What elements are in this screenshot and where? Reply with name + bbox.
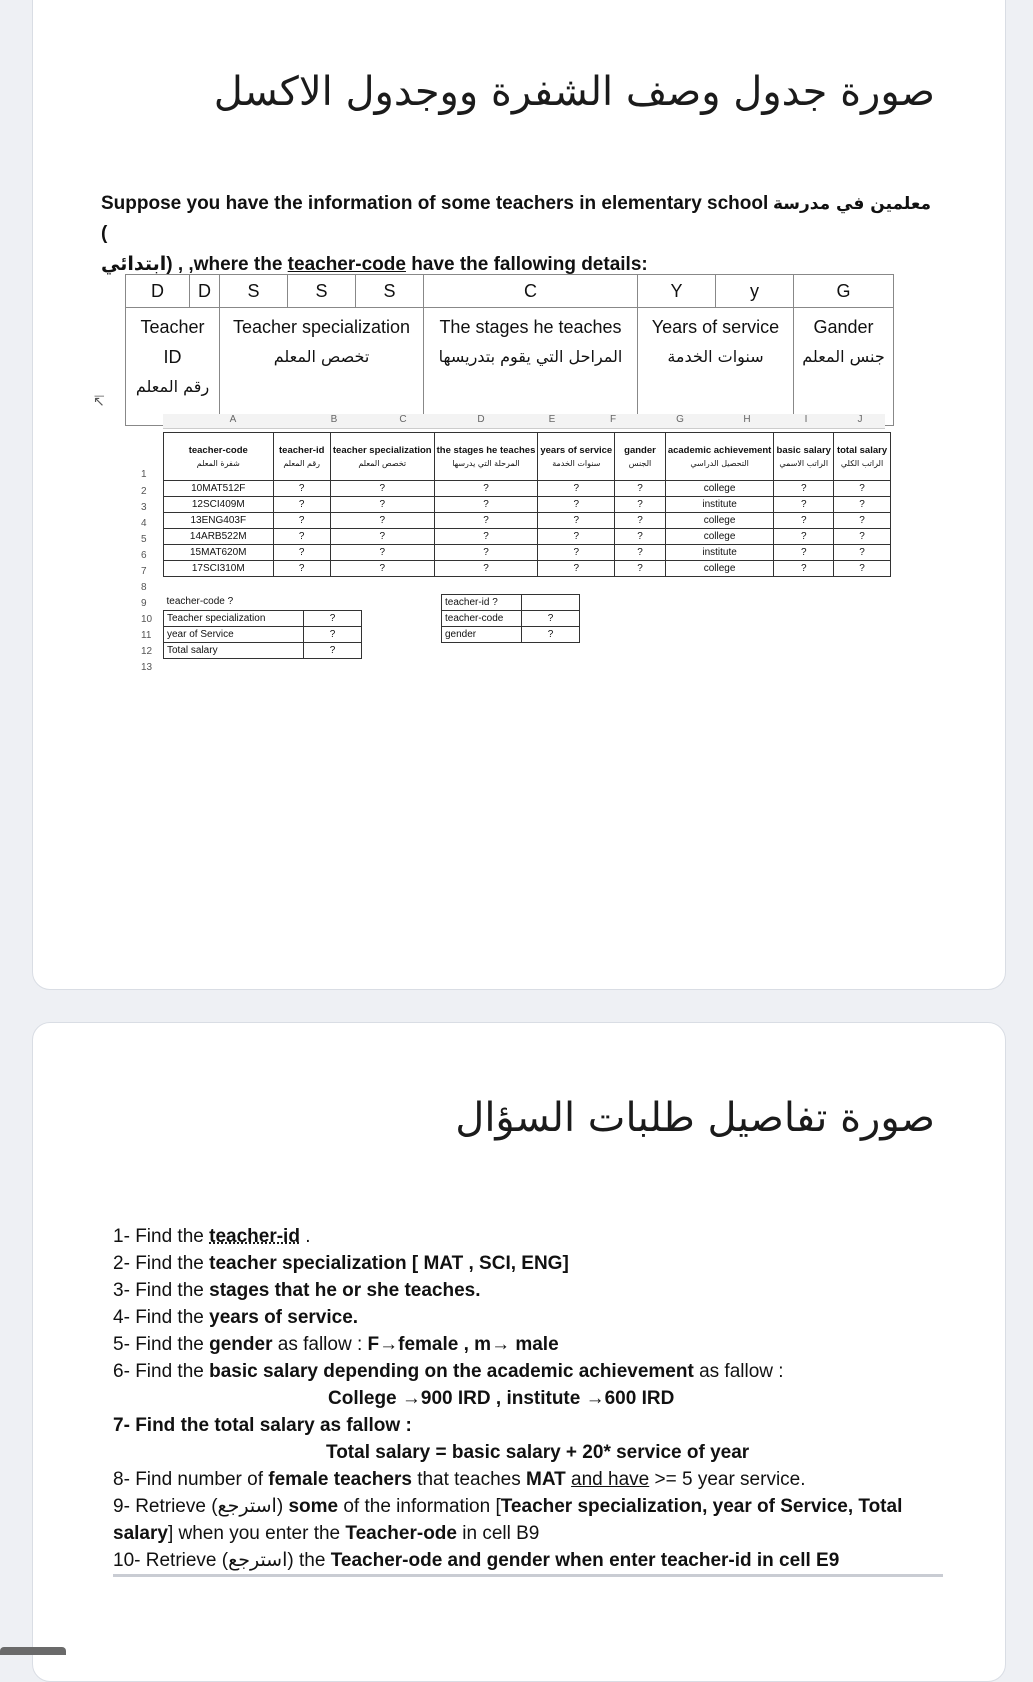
- question-8: 8- Find number of female teachers that teaches MAT and have >= 5 year service.: [113, 1469, 806, 1490]
- row-header: 7: [141, 566, 147, 577]
- intro-text: [101, 189, 931, 280]
- code-letter: S: [220, 275, 288, 308]
- table-row: 14ARB522M ? ? ? ? ? college ? ?: [164, 529, 891, 545]
- question-10: 10- Retrieve (استرجع) the Teacher-ode and gender when enter teacher-id in cell E9: [113, 1549, 840, 1571]
- row-header: 9: [141, 598, 147, 609]
- code-label: Teacher ID رقم المعلم: [126, 308, 220, 426]
- question-6: 6- Find the basic salary depending on the academic achievement as fallow :: [113, 1361, 784, 1382]
- code-letter: Y: [638, 275, 716, 308]
- row-header: 4: [141, 518, 147, 529]
- row-header: 13: [141, 662, 153, 673]
- lookup-right-table: teacher-id ? teacher-code ? gender ?: [441, 594, 580, 643]
- code-label: Teacher specialization تخصص المعلم: [220, 308, 424, 426]
- code-label: Gander جنس المعلم: [794, 308, 894, 426]
- col-header: D: [441, 414, 521, 429]
- col-header: H: [717, 414, 777, 429]
- code-description-table: [125, 274, 894, 426]
- divider: [113, 1574, 943, 1577]
- letters-row: [126, 275, 894, 308]
- row-header: 6: [141, 550, 147, 561]
- col-header: F: [583, 414, 643, 429]
- question-5: 5- Find the gender as fallow : F→female , m→ male: [113, 1334, 559, 1355]
- row-header: 3: [141, 502, 147, 513]
- col-header: J: [835, 414, 885, 429]
- table-row: 13ENG403F ? ? ? ? ? college ? ?: [164, 513, 891, 529]
- row-header: 2: [141, 486, 147, 497]
- table-row: 12SCI409M ? ? ? ? ? institute ? ?: [164, 497, 891, 513]
- lookup-left-table: teacher-code ? Teacher specialization ? year of Service ? Total salary ?: [163, 594, 362, 659]
- col-header: B: [303, 414, 365, 429]
- card-title: صورة جدول وصف الشفرة ووجدول الاكسل: [213, 69, 935, 115]
- col-header: G: [643, 414, 717, 429]
- questions-list: [113, 1223, 943, 1574]
- code-letter: S: [288, 275, 356, 308]
- card-title: صورة تفاصيل طلبات السؤال: [455, 1095, 935, 1141]
- teacher-data-table: [163, 432, 891, 577]
- table-row: 10MAT512F ? ? ? ? ? college ? ?: [164, 481, 891, 497]
- intro-line1: Suppose you have the information of some teachers in elementary school (: [101, 193, 769, 244]
- code-label: Years of service سنوات الخدمة: [638, 308, 794, 426]
- row-header: 10: [141, 614, 153, 625]
- col-header: A: [163, 414, 303, 429]
- code-letter: D: [190, 275, 220, 308]
- row-header: 12: [141, 646, 153, 657]
- code-letter: C: [424, 275, 638, 308]
- code-letter: y: [716, 275, 794, 308]
- intro-code: teacher-code: [287, 254, 406, 275]
- intro-line2: ) , ,where the: [166, 254, 288, 275]
- row-header: 8: [141, 582, 147, 593]
- question-3: 3- Find the stages that he or she teaches.: [113, 1280, 481, 1301]
- col-header: E: [521, 414, 583, 429]
- description-card: [32, 0, 1006, 990]
- table-row: 15MAT620M ? ? ? ? ? institute ? ?: [164, 545, 891, 561]
- question-2: 2- Find the teacher specialization [ MAT , SCI, ENG]: [113, 1253, 569, 1274]
- col-header: I: [777, 414, 835, 429]
- excel-sheet: [111, 414, 891, 684]
- code-letter: S: [356, 275, 424, 308]
- col-header: C: [365, 414, 441, 429]
- intro-arabic-2: ابتدائي: [101, 253, 167, 275]
- question-7: 7- Find the total salary as fallow :: [113, 1415, 412, 1436]
- pencil-mark-icon: ↸: [93, 393, 105, 409]
- scroll-handle[interactable]: [0, 1647, 66, 1655]
- question-1: 1- Find the teacher-id .: [113, 1226, 311, 1247]
- question-6-rule: College →900 IRD , institute →600 IRD: [328, 1388, 675, 1409]
- question-7-rule: Total salary = basic salary + 20* service of year: [326, 1442, 750, 1463]
- table-row: 17SCI310M ? ? ? ? ? college ? ?: [164, 561, 891, 577]
- code-letter: D: [126, 275, 190, 308]
- labels-row: [126, 308, 894, 426]
- questions-card: [32, 1022, 1006, 1682]
- code-label: The stages he teaches المراحل التي يقوم بتدريسها: [424, 308, 638, 426]
- row-header: 11: [141, 630, 152, 641]
- code-letter: G: [794, 275, 894, 308]
- intro-line2-post: have the fallowing details:: [405, 254, 648, 275]
- intro-arabic: معلمين في مدرسة: [772, 194, 931, 214]
- table-header-row: teacher-code شفرة المعلم teacher-id رقم المعلم teacher specialization تخصص المعلم the stages he teaches المرحلة التي يدرسها years of service سنوات الخدمة gander الجنس academic achievement التحصيل الدراسي basic salary الراتب الاسمي total salary الراتب الكلي: [164, 433, 891, 481]
- row-header: 5: [141, 534, 147, 545]
- row-header: 1: [141, 469, 147, 480]
- question-4: 4- Find the years of service.: [113, 1307, 359, 1328]
- question-9: 9- Retrieve (استرجع) some of the information [Teacher specialization, year of Service, Total salary] when you enter the Teacher-ode in cell B9: [113, 1495, 903, 1544]
